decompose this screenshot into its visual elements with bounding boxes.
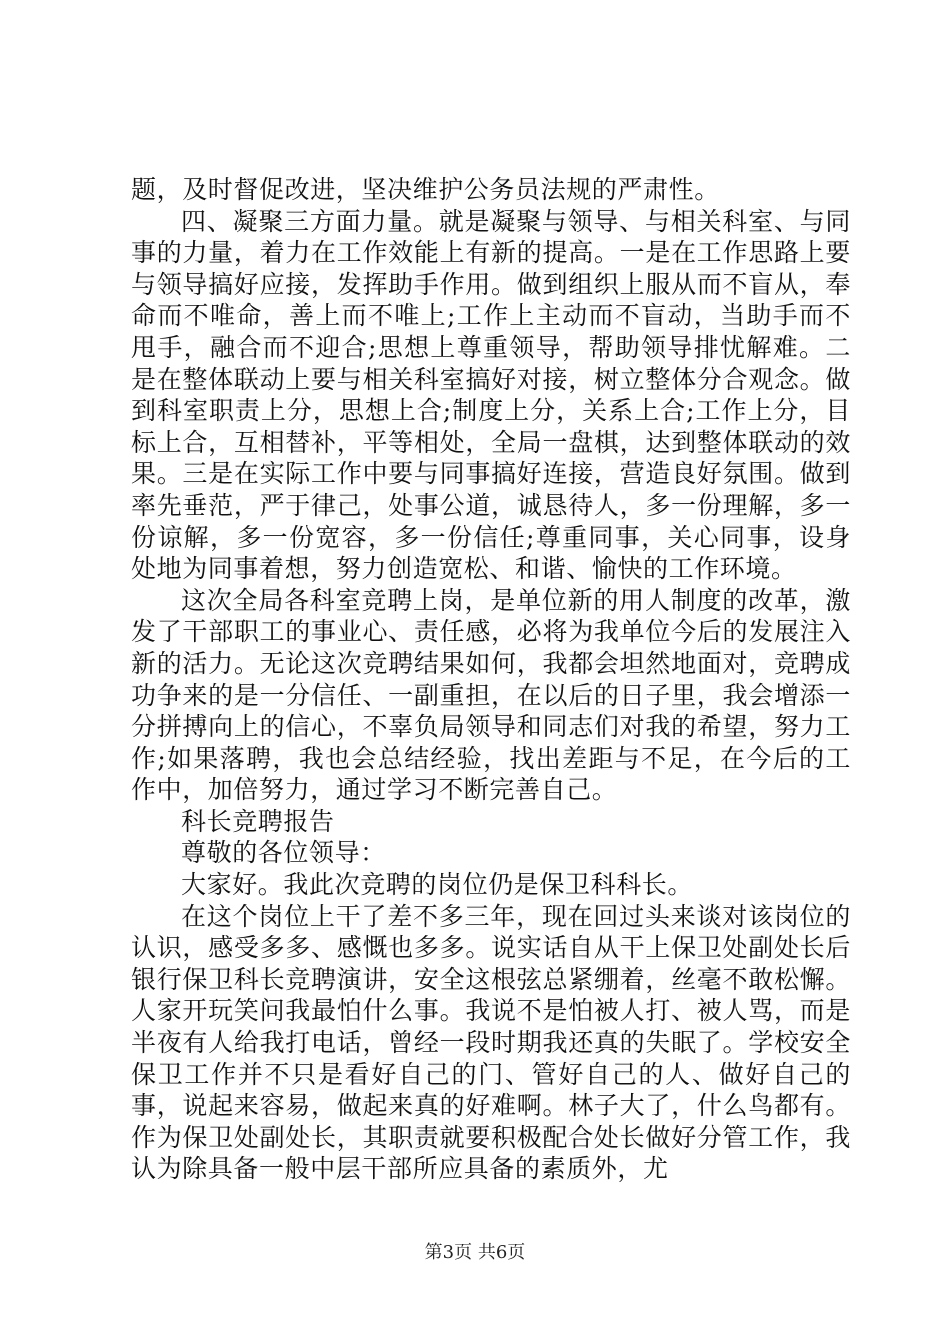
greeting-line: 大家好。我此次竞聘的岗位仍是保卫科科长。 [181,870,694,900]
paragraph-competition-summary: 这次全局各科室竞聘上岗，是单位新的用人制度的改革，激发了干部职工的事业心、责任感，必将为我单位今后的发展注入新的活力。无论这次竞聘结果如何，我都会坦然地面对，竞聘成功争来的是一分信任、一副重担，在以后的日子里，我会增添一分拼搏向上的信心，不辜负局领导和同志们对我的希望，努力工作;如果落聘，我也会总结经验，找出差距与不足，在今后的工作中，加倍努力，通过学习不断完善自己。 [131,585,851,805]
page-number-footer: 第3页 共6页 [424,1242,526,1263]
salutation: 尊敬的各位领导： [181,838,386,868]
section-title: 科长竞聘报告 [181,806,335,836]
paragraph-position-reflection: 在这个岗位上干了差不多三年，现在回过头来谈对该岗位的认识，感受多多、感慨也多多。说实话自从干上保卫处副处长后银行保卫科长竞聘演讲，安全这根弦总紧绷着，丝毫不敢松懈。人家开玩笑问我最怕什么事。我说不是怕被人打、被人骂，而是半夜有人给我打电话，曾经一段时期我还真的失眠了。学校安全保卫工作并不只是看好自己的门、管好自己的人、做好自己的事，说起来容易，做起来真的好难啊。林子大了，什么鸟都有。作为保卫处副处长，其职责就要积极配合处长做好分管工作，我认为除具备一般中层干部所应具备的素质外，尤 [131,901,851,1184]
paragraph-four-forces: 四、凝聚三方面力量。就是凝聚与领导、与相关科室、与同事的力量，着力在工作效能上有新的提高。一是在工作思路上要与领导搞好应接，发挥助手作用。做到组织上服从而不盲从，奉命而不唯命，善上而不唯上;工作上主动而不盲动，当助手而不甩手，融合而不迎合;思想上尊重领导，帮助领导排忧解难。二是在整体联动上要与相关科室搞好对接，树立整体分合观念。做到科室职责上分，思想上合;制度上分，关系上合;工作上分，目标上合，互相替补，平等相处，全局一盘棋，达到整体联动的效果。三是在实际工作中要与同事搞好连接，营造良好氛围。做到率先垂范，严于律己，处事公道，诚恳待人，多一份理解，多一份谅解，多一份宽容，多一份信任;尊重同事，关心同事，设身处地为同事着想，努力创造宽松、和谐、愉快的工作环境。 [131,206,851,584]
document-body [131,174,851,1185]
paragraph-continuation: 题，及时督促改进，坚决维护公务员法规的严肃性。 [131,175,720,204]
